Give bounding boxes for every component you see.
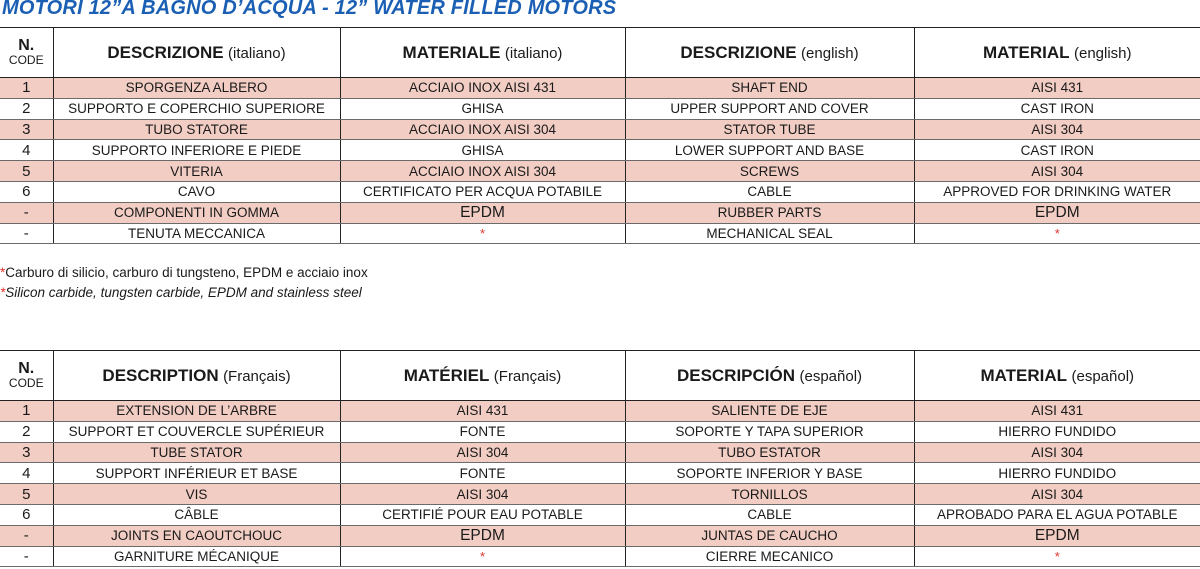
- table-row: [0, 504, 1200, 525]
- footnote-italian: [0, 265, 368, 280]
- cell-description: CIERRE MECANICO: [625, 546, 914, 567]
- cell-description: SUPPORTO E COPERCHIO SUPERIORE: [53, 98, 340, 119]
- table-row: [0, 401, 1200, 422]
- header-description-it: [53, 28, 340, 78]
- header-sub: (italiano): [228, 44, 286, 62]
- table-row: [0, 202, 1200, 223]
- asterisk-mark: *: [479, 225, 486, 241]
- cell-code: 5: [0, 161, 53, 182]
- cell-material: AISI 431: [914, 401, 1200, 422]
- cell-material: EPDM: [914, 202, 1200, 223]
- cell-code: 6: [0, 504, 53, 525]
- table-row: [0, 421, 1200, 442]
- cell-material: APPROVED FOR DRINKING WATER: [914, 181, 1200, 202]
- cell-material: [914, 546, 1200, 567]
- cell-material: AISI 431: [340, 401, 625, 422]
- cell-material: CERTIFIÉ POUR EAU POTABLE: [340, 504, 625, 525]
- header-material-en: [914, 28, 1200, 78]
- table-row: [0, 119, 1200, 140]
- cell-material: HIERRO FUNDIDO: [914, 463, 1200, 484]
- table-row: [0, 484, 1200, 505]
- cell-description: VITERIA: [53, 161, 340, 182]
- header-main: MATÉRIEL: [403, 365, 490, 385]
- cell-description: SALIENTE DE EJE: [625, 401, 914, 422]
- footnote-asterisk: *: [0, 285, 6, 300]
- cell-material: ACCIAIO INOX AISI 431: [340, 78, 625, 99]
- cell-code: 2: [0, 98, 53, 119]
- asterisk-mark: *: [1054, 548, 1060, 564]
- header-code-main: N.: [18, 359, 35, 377]
- cell-code: 5: [0, 484, 53, 505]
- header-main: DESCRIZIONE: [107, 42, 224, 62]
- cell-description: TUBO STATORE: [53, 119, 340, 140]
- table-row: [0, 140, 1200, 161]
- cell-description: RUBBER PARTS: [625, 202, 914, 223]
- header-sub: (Français): [493, 367, 562, 385]
- header-sub: (español): [1071, 367, 1135, 385]
- table-row: [0, 525, 1200, 546]
- footnote-english: [0, 285, 362, 300]
- cell-description: SUPPORTO INFERIORE E PIEDE: [53, 140, 340, 161]
- cell-material: FONTE: [340, 421, 625, 442]
- header-sub: (english): [801, 44, 859, 62]
- header-code-sub: CODE: [8, 52, 44, 67]
- table-header-row: [0, 28, 1200, 78]
- cell-material: CAST IRON: [914, 98, 1200, 119]
- table-row: [0, 223, 1200, 244]
- cell-description: CABLE: [625, 504, 914, 525]
- cell-code: 6: [0, 181, 53, 202]
- cell-description: GARNITURE MÉCANIQUE: [53, 546, 340, 567]
- cell-description: TENUTA MECCANICA: [53, 223, 340, 244]
- cell-description: SCREWS: [625, 161, 914, 182]
- cell-material: CERTIFICATO PER ACQUA POTABILE: [340, 181, 625, 202]
- cell-material: CAST IRON: [914, 140, 1200, 161]
- cell-code: 2: [0, 421, 53, 442]
- header-main: MATERIAL: [982, 42, 1070, 62]
- cell-description: SHAFT END: [625, 78, 914, 99]
- cell-code: -: [0, 202, 53, 223]
- parts-table-it-en: [0, 27, 1200, 244]
- cell-material: [340, 223, 625, 244]
- table-row: [0, 181, 1200, 202]
- cell-material: AISI 431: [914, 78, 1200, 99]
- footnote-text: Carburo di silicio, carburo di tungsteno, EPDM e acciaio inox: [5, 265, 368, 280]
- footnote-text: Silicon carbide, tungsten carbide, EPDM and stainless steel: [5, 285, 362, 300]
- parts-table-fr-es: [0, 350, 1200, 567]
- table-row: [0, 98, 1200, 119]
- cell-material: ACCIAIO INOX AISI 304: [340, 119, 625, 140]
- header-material-es: [914, 351, 1200, 401]
- cell-description: TUBO ESTATOR: [625, 442, 914, 463]
- cell-description: CÂBLE: [53, 504, 340, 525]
- cell-description: TUBE STATOR: [53, 442, 340, 463]
- header-description-fr: [53, 351, 340, 401]
- cell-material: EPDM: [340, 525, 625, 546]
- asterisk-mark: *: [1054, 225, 1060, 241]
- page-title: MOTORI 12”A BAGNO D’ACQUA - 12” WATER FILLED MOTORS: [2, 0, 617, 19]
- cell-description: TORNILLOS: [625, 484, 914, 505]
- cell-description: UPPER SUPPORT AND COVER: [625, 98, 914, 119]
- table-row: [0, 78, 1200, 99]
- header-sub: (español): [799, 367, 863, 385]
- cell-material: AISI 304: [914, 161, 1200, 182]
- cell-code: 3: [0, 119, 53, 140]
- header-description-es: [625, 351, 914, 401]
- cell-description: EXTENSION DE L’ARBRE: [53, 401, 340, 422]
- cell-material: AISI 304: [340, 442, 625, 463]
- cell-description: SOPORTE INFERIOR Y BASE: [625, 463, 914, 484]
- cell-description: JOINTS EN CAOUTCHOUC: [53, 525, 340, 546]
- header-main: MATERIALE: [402, 42, 501, 62]
- cell-code: 4: [0, 140, 53, 161]
- table-row: [0, 463, 1200, 484]
- cell-material: [914, 223, 1200, 244]
- cell-code: 1: [0, 401, 53, 422]
- cell-material: HIERRO FUNDIDO: [914, 421, 1200, 442]
- cell-material: FONTE: [340, 463, 625, 484]
- cell-material: ACCIAIO INOX AISI 304: [340, 161, 625, 182]
- table-row: [0, 546, 1200, 567]
- header-main: DESCRIPTION: [102, 365, 219, 385]
- header-main: DESCRIPCIÓN: [676, 365, 796, 385]
- cell-code: -: [0, 525, 53, 546]
- cell-description: LOWER SUPPORT AND BASE: [625, 140, 914, 161]
- header-main: MATERIAL: [980, 365, 1068, 385]
- header-description-en: [625, 28, 914, 78]
- cell-code: 3: [0, 442, 53, 463]
- header-code: [0, 28, 53, 78]
- cell-description: SUPPORT INFÉRIEUR ET BASE: [53, 463, 340, 484]
- cell-material: EPDM: [914, 525, 1200, 546]
- header-sub: (english): [1073, 44, 1132, 62]
- cell-description: COMPONENTI IN GOMMA: [53, 202, 340, 223]
- table-row: [0, 161, 1200, 182]
- header-material-it: [340, 28, 625, 78]
- table-row: [0, 442, 1200, 463]
- header-code: [0, 351, 53, 401]
- header-material-fr: [340, 351, 625, 401]
- cell-description: SUPPORT ET COUVERCLE SUPÉRIEUR: [53, 421, 340, 442]
- header-sub: (italiano): [504, 44, 563, 62]
- cell-material: AISI 304: [914, 442, 1200, 463]
- cell-description: CABLE: [625, 181, 914, 202]
- cell-description: STATOR TUBE: [625, 119, 914, 140]
- cell-material: APROBADO PARA EL AGUA POTABLE: [914, 504, 1200, 525]
- asterisk-mark: *: [479, 548, 486, 564]
- cell-material: AISI 304: [914, 119, 1200, 140]
- header-main: DESCRIZIONE: [680, 42, 797, 62]
- cell-material: EPDM: [340, 202, 625, 223]
- cell-material: GHISA: [340, 98, 625, 119]
- footnote-asterisk: *: [0, 265, 6, 280]
- header-sub: (Français): [223, 367, 291, 385]
- header-code-main: N.: [18, 36, 35, 54]
- cell-description: MECHANICAL SEAL: [625, 223, 914, 244]
- header-code-sub: CODE: [8, 375, 44, 390]
- cell-material: [340, 546, 625, 567]
- table-header-row: [0, 351, 1200, 401]
- cell-material: AISI 304: [914, 484, 1200, 505]
- cell-code: 1: [0, 78, 53, 99]
- cell-description: CAVO: [53, 181, 340, 202]
- cell-description: JUNTAS DE CAUCHO: [625, 525, 914, 546]
- cell-code: 4: [0, 463, 53, 484]
- cell-material: AISI 304: [340, 484, 625, 505]
- cell-description: SOPORTE Y TAPA SUPERIOR: [625, 421, 914, 442]
- cell-description: SPORGENZA ALBERO: [53, 78, 340, 99]
- cell-description: VIS: [53, 484, 340, 505]
- cell-code: -: [0, 546, 53, 567]
- cell-material: GHISA: [340, 140, 625, 161]
- cell-code: -: [0, 223, 53, 244]
